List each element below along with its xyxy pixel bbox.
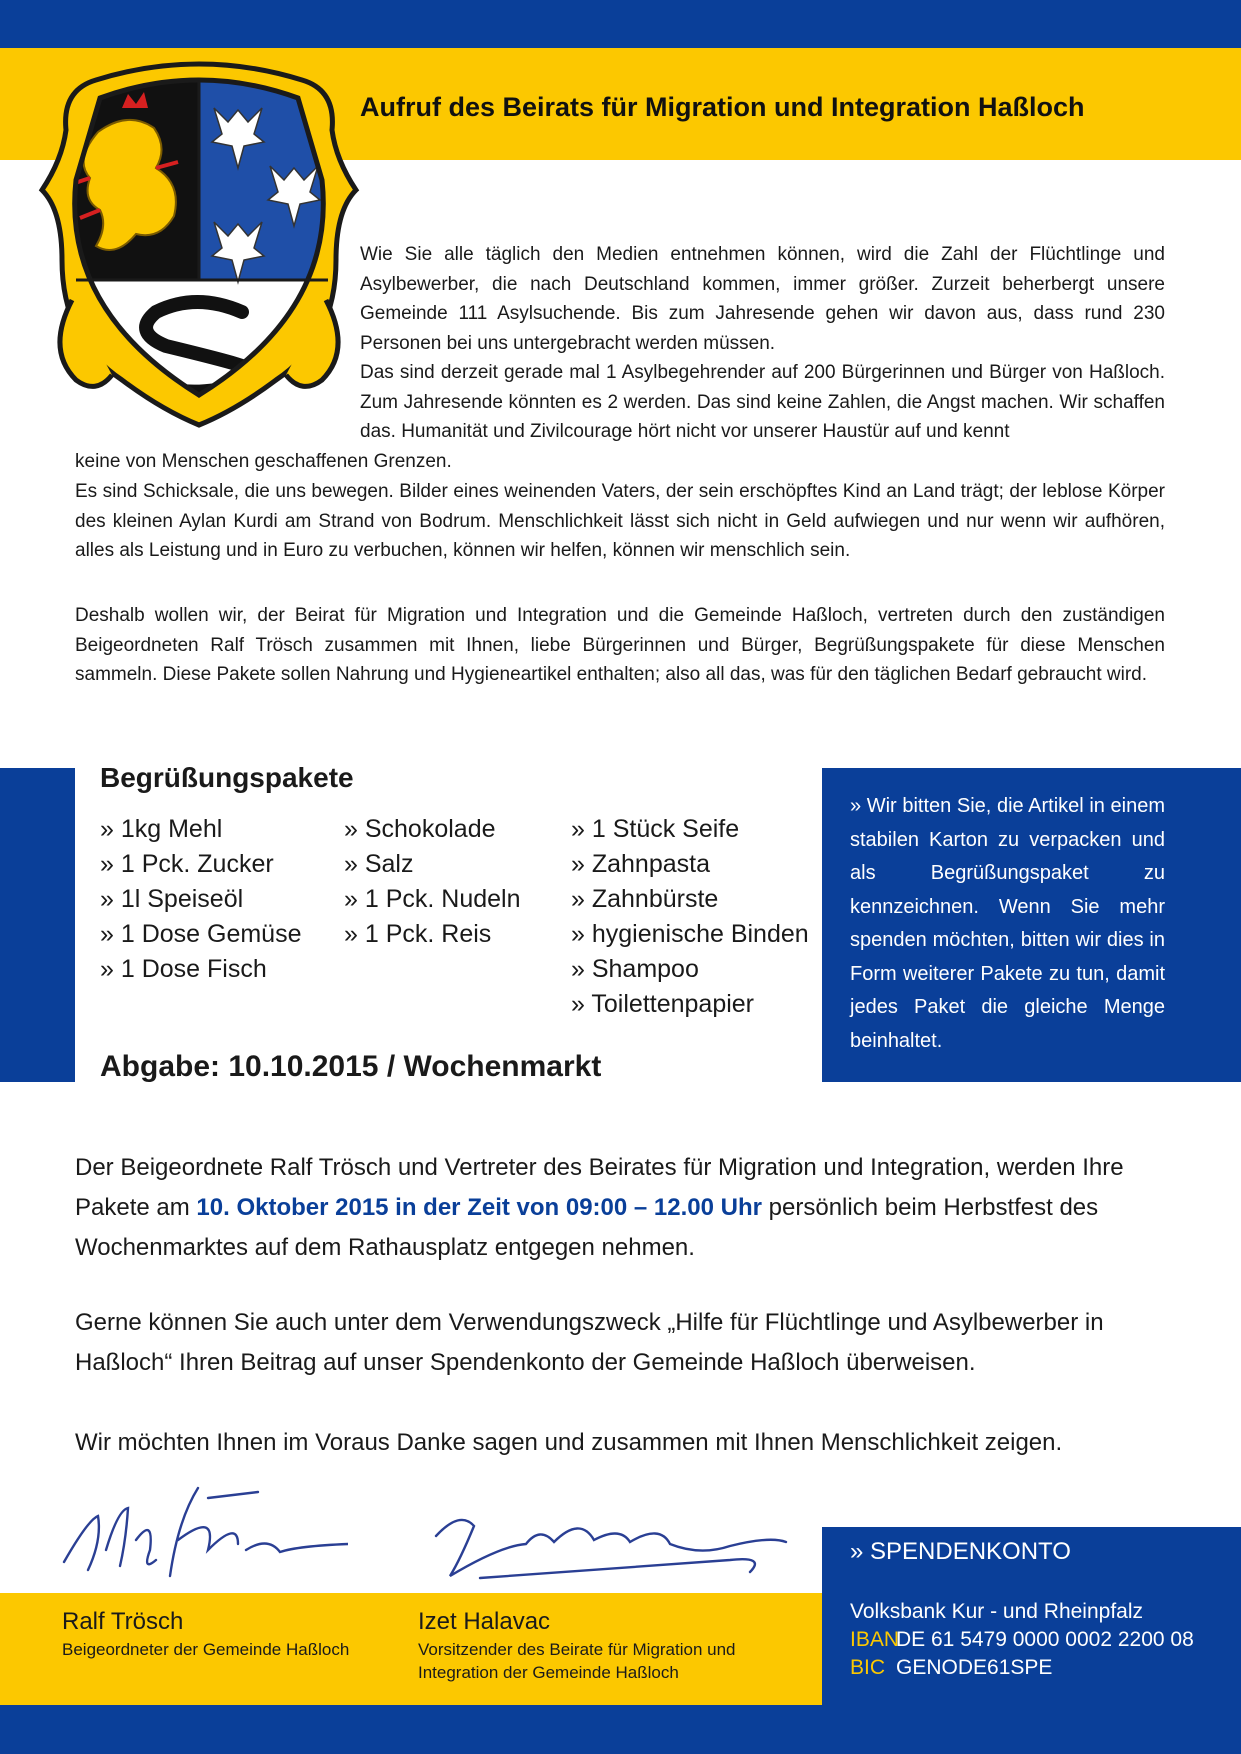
iban-value: DE 61 5479 0000 0002 2200 08 <box>896 1628 1194 1651</box>
packages-heading: Begrüßungspakete <box>100 762 354 793</box>
iban-row <box>850 1626 1194 1654</box>
coat-of-arms-icon <box>36 50 362 445</box>
signer-name-1: Ralf Trösch <box>62 1608 184 1635</box>
list-item: » 1kg Mehl <box>100 815 223 843</box>
dropoff-text-post: persönlich beim Herbstfest des Wochenmarktes auf dem Rathausplatz entgegen nehmen. <box>75 1194 1099 1261</box>
bic-value: GENODE61SPE <box>896 1656 1053 1679</box>
dropoff-datetime: 10. Oktober 2015 in der Zeit von 09:00 – 12.00 Uhr <box>196 1194 762 1221</box>
intro-paragraph-2-continued: keine von Menschen geschaffenen Grenzen. <box>75 451 452 472</box>
intro-paragraph-3: Es sind Schicksale, die uns bewegen. Bilder eines weinenden Vaters, der sein erschöpftes Kind an Land trägt; der leblose Körper des kleinen Aylan Kurdi am Strand von Bodrum. Menschlichkeit lässt sich nicht in Geld aufwiegen und nur wenn wir aufhören, alles als Leistung und in Euro zu verbuchen, können wir helfen, können wir menschlich sein. <box>75 481 1165 561</box>
packing-note: » Wir bitten Sie, die Artikel in einem stabilen Karton zu verpacken und als Begrüßungspaket zu kennzeichnen. Wenn Sie mehr spenden möchten, bitten wir dies in Form weiterer Pakete zu tun, damit jedes Paket die gleiche Menge beinhaltet. <box>850 795 1165 1052</box>
thanks-paragraph: Wir möchten Ihnen im Voraus Danke sagen und zusammen mit Ihnen Menschlichkeit zeigen. <box>75 1429 1063 1456</box>
bottom-blue-band <box>0 1705 1241 1754</box>
page-title: Aufruf des Beirats für Migration und Integration Haßloch <box>360 92 1085 122</box>
signer-role-1: Beigeordneter der Gemeinde Haßloch <box>62 1640 350 1659</box>
intro-paragraph-4: Deshalb wollen wir, der Beirat für Migration und Integration und die Gemeinde Haßloch, vertreten durch den zuständigen Beigeordneten Ralf Trösch zusammen mit Ihnen, liebe Bürgerinnen und Bürger, Begrüßungspakete für diese Menschen sammeln. Diese Pakete sollen Nahrung und Hygieneartikel enthalten; also all das, was für den täglichen Bedarf gebraucht wird. <box>75 605 1165 685</box>
list-item: » Shampoo <box>571 955 699 983</box>
bank-name: Volksbank Kur - und Rheinpfalz <box>850 1600 1144 1623</box>
list-item: » 1 Pck. Reis <box>344 920 492 948</box>
intro-paragraph-2: Das sind derzeit gerade mal 1 Asylbegehrender auf 200 Bürgerinnen und Bürger von Haßloch. Zum Jahresende könnten es 2 werden. Das sind keine Zahlen, die Angst machen. Wir schaffen das. Humanität und Zivilcourage hört nicht vor unserer Haustür auf und kennt <box>360 362 1165 442</box>
package-list-staples <box>344 812 521 952</box>
list-item: » Toilettenpapier <box>571 990 755 1018</box>
list-item: » 1 Pck. Zucker <box>100 850 274 878</box>
signer-name-2: Izet Halavac <box>418 1608 551 1635</box>
account-details <box>850 1598 1194 1682</box>
list-item: » 1 Dose Gemüse <box>100 920 302 948</box>
list-item: » Schokolade <box>344 815 496 843</box>
signature-trosch-icon <box>58 1480 348 1590</box>
dropoff-paragraph <box>75 1148 1155 1268</box>
package-list-food <box>100 812 302 987</box>
list-item: » 1 Pck. Nudeln <box>344 885 521 913</box>
top-blue-band <box>0 0 1241 48</box>
list-item: » Salz <box>344 850 414 878</box>
list-item: » Zahnpasta <box>571 850 710 878</box>
list-item: » 1 Stück Seife <box>571 815 740 843</box>
signature-halavac-icon <box>430 1496 790 1586</box>
intro-paragraph-1: Wie Sie alle täglich den Medien entnehmen können, wird die Zahl der Flüchtlinge und Asylbewerber, die nach Deutschland kommen, immer größer. Zurzeit beherbergt unsere Gemeinde 111 Asylsuchende. Bis zum Jahresende gehen wir davon aus, dass rund 230 Personen bei uns untergebracht werden müssen. <box>360 244 1165 354</box>
donation-paragraph: Gerne können Sie auch unter dem Verwendungszweck „Hilfe für Flüchtlinge und Asylbewerber in Haßloch“ Ihren Beitrag auf unser Spendenkonto der Gemeinde Haßloch überweisen. <box>75 1309 1104 1376</box>
dropoff-text-pre: Der Beigeordnete Ralf Trösch und Vertreter des Beirates für Migration und Integration, werden Ihre Pakete am <box>75 1154 1124 1221</box>
dropoff-heading: Abgabe: 10.10.2015 / Wochenmarkt <box>100 1050 602 1083</box>
iban-label: IBAN <box>850 1628 900 1651</box>
left-blue-bar <box>0 768 75 1082</box>
bic-label: BIC <box>850 1656 886 1679</box>
bic-row <box>850 1654 1194 1682</box>
account-heading: » SPENDENKONTO <box>850 1538 1071 1565</box>
list-item: » 1 Dose Fisch <box>100 955 267 983</box>
list-item: » hygienische Binden <box>571 920 809 948</box>
signer-role-2: Vorsitzender des Beirate für Migration und Integration der Gemeinde Haßloch <box>418 1640 736 1682</box>
package-list-hygiene <box>571 812 809 1022</box>
list-item: » Zahnbürste <box>571 885 719 913</box>
list-item: » 1l Speiseöl <box>100 885 244 913</box>
